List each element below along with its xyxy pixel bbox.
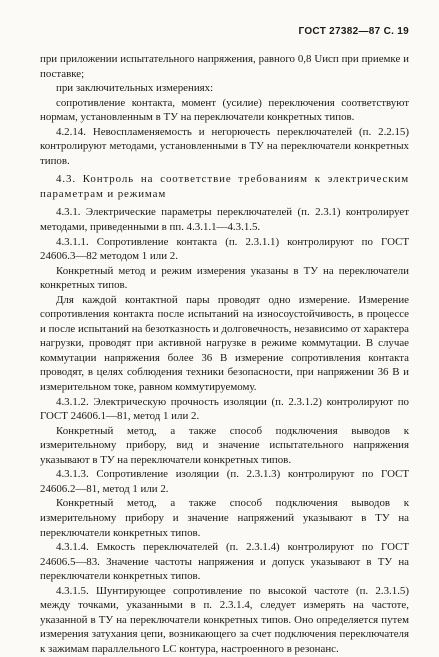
paragraph: Конкретный метод и режим измерения указаны в ТУ на переключатели конкретных типов. [40, 264, 409, 292]
paragraph: 4.3.1. Электрические параметры переключателей (п. 2.3.1) контролирует методами, приведенными в пп. 4.3.1.1—4.3.1.5. [40, 206, 409, 234]
paragraph: 4.3.1.2. Электрическую прочность изоляции (п. 2.3.1.2) контролируют по ГОСТ 24606.1—81, метод 1 или 2. [40, 395, 409, 423]
page-header: ГОСТ 27382—87 С. 19 [298, 26, 409, 37]
paragraph: сопротивление контакта, момент (усилие) переключения соответствуют нормам, установленным в ТУ на переключатели конкретных типов. [40, 96, 409, 124]
paragraph: при заключительных измерениях: [56, 82, 214, 95]
paragraph: при приложении испытательного напряжения, равного 0,8 Uисп при приемке и поставке; [40, 53, 409, 80]
section-heading: 4.3. Контроль на соответствие требованиям к электрическим параметрам и режимам [40, 173, 409, 200]
paragraph: Для каждой контактной пары проводят одно измерение. Измерение сопротивления контакта после испытаний на износоустойчивость, в процессе и после испытаний на безотказность и долговечность, независимо от характера нагрузки, проводят при активной нагрузке в режиме коммутации. В случае коммутации напряжения более 36 В измерение сопротивления контакта проводят, в целях соблюдения техники безопасности, при напряжении 36 В и измерительном токе, равном коммутируемому. [40, 293, 409, 394]
paragraph: Конкретный метод, а также способ подключения выводов к измерительному прибору и значение напряжений указывают в ТУ на переключатели конкретных типов. [40, 497, 409, 539]
paragraph: 4.2.14. Невоспламеняемость и негорючесть переключателей (п. 2.2.15) контролируют методами, установленными в ТУ на переключатели конкретных типов. [40, 125, 409, 167]
paragraph: 4.3.1.4. Емкость переключателей (п. 2.3.1.4) контролируют по ГОСТ 24606.5—83. Значение частоты напряжения и допуск указывают в ТУ на переключатели конкретных типов. [40, 541, 409, 583]
paragraph: 4.3.1.3. Сопротивление изоляции (п. 2.3.1.3) контролируют по ГОСТ 24606.2—81, метод 1 или 2. [40, 468, 409, 495]
paragraph: 4.3.1.1. Сопротивление контакта (п. 2.3.1.1) контролируют по ГОСТ 24606.3—82 методом 1 или 2. [40, 235, 409, 263]
document-body [40, 52, 409, 656]
paragraph: 4.3.1.5. Шунтирующее сопротивление по высокой частоте (п. 2.3.1.5) между точками, указанными в п. 2.3.1.4, следует измерять на частоте, указанной в ТУ на переключатели конкретных типов. Оно определяется путем измерения затухания цепи, возникающего за счет подключения переключателя к зажимам параллельного LC контура, настроенного в резонанс. [40, 584, 409, 655]
paragraph: Конкретный метод, а также способ подключения выводов к измерительному прибору, вид и значение испытательного напряжения указывают в ТУ на переключатели конкретных типов. [40, 424, 409, 466]
